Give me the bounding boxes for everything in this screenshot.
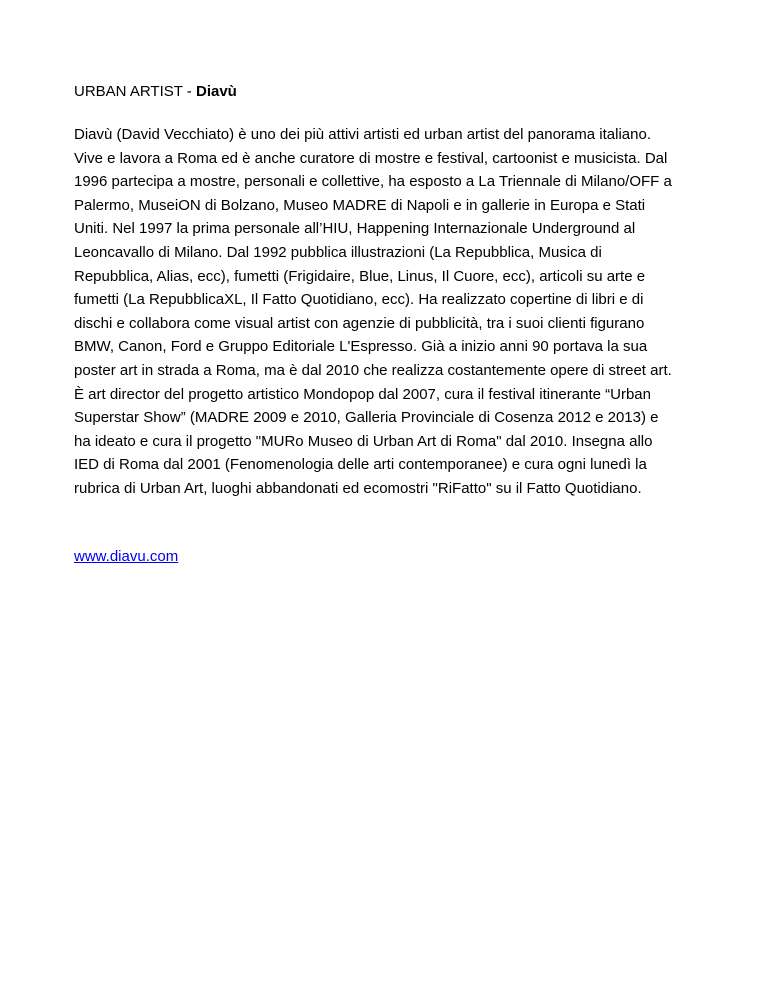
paragraph-line: Vive e lavora a Roma ed è anche curatore di mostre e festival, cartoonist e musicista. Dal: [74, 149, 668, 167]
paragraph-line: fumetti (La RepubblicaXL, Il Fatto Quotidiano, ecc). Ha realizzato copertine di libri e di: [74, 291, 644, 309]
paragraph-line: 1996 partecipa a mostre, personali e collettive, ha esposto a La Triennale di Milano/OFF a: [74, 173, 672, 191]
heading-artist-name: Diavù: [195, 83, 237, 100]
paragraph-line: Diavù (David Vecchiato) è uno dei più attivi artisti ed urban artist del panorama italiano.: [74, 126, 651, 143]
paragraph-line: Repubblica, Alias, ecc), fumetti (Frigidaire, Blue, Linus, Il Cuore, ecc), articoli su arte e: [74, 267, 646, 285]
paragraph-line: BMW, Canon, Ford e Gruppo Editoriale L'Espresso. Già a inizio anni 90 portava la sua: [74, 338, 648, 356]
website-link[interactable]: www.diavu.com: [74, 548, 179, 565]
paragraph-line: Superstar Show” (MADRE 2009 e 2010, Galleria Provinciale di Cosenza 2012 e 2013) e: [74, 409, 659, 427]
paragraph-line: IED di Roma dal 2001 (Fenomenologia delle arti contemporanee) e cura ogni lunedì la: [74, 456, 647, 474]
heading-prefix: URBAN ARTIST -: [74, 83, 196, 100]
paragraph-line: poster art in strada a Roma, ma è dal 2010 che realizza costantemente opere di street art.: [74, 361, 672, 379]
paragraph-line: È art director del progetto artistico Mondopop dal 2007, cura il festival itinerante “Urban: [74, 385, 651, 403]
paragraph-line: rubrica di Urban Art, luoghi abbandonati ed ecomostri "RiFatto" su il Fatto Quotidiano.: [74, 479, 642, 497]
biography-paragraph: [74, 123, 714, 501]
paragraph-line: Palermo, MuseiON di Bolzano, Museo MADRE di Napoli e in gallerie in Europa e Stati: [74, 196, 646, 214]
paragraph-line: dischi e collabora come visual artist con agenzie di pubblicità, tra i suoi clienti figurano: [74, 314, 645, 332]
paragraph-line: Uniti. Nel 1997 la prima personale all’HIU, Happening Internazionale Underground al: [74, 220, 636, 238]
document-heading: [74, 82, 237, 102]
paragraph-line: ha ideato e cura il progetto "MURo Museo di Urban Art di Roma" dal 2010. Insegna allo: [74, 432, 653, 450]
paragraph-line: Leoncavallo di Milano. Dal 1992 pubblica illustrazioni (La Repubblica, Musica di: [74, 243, 602, 261]
